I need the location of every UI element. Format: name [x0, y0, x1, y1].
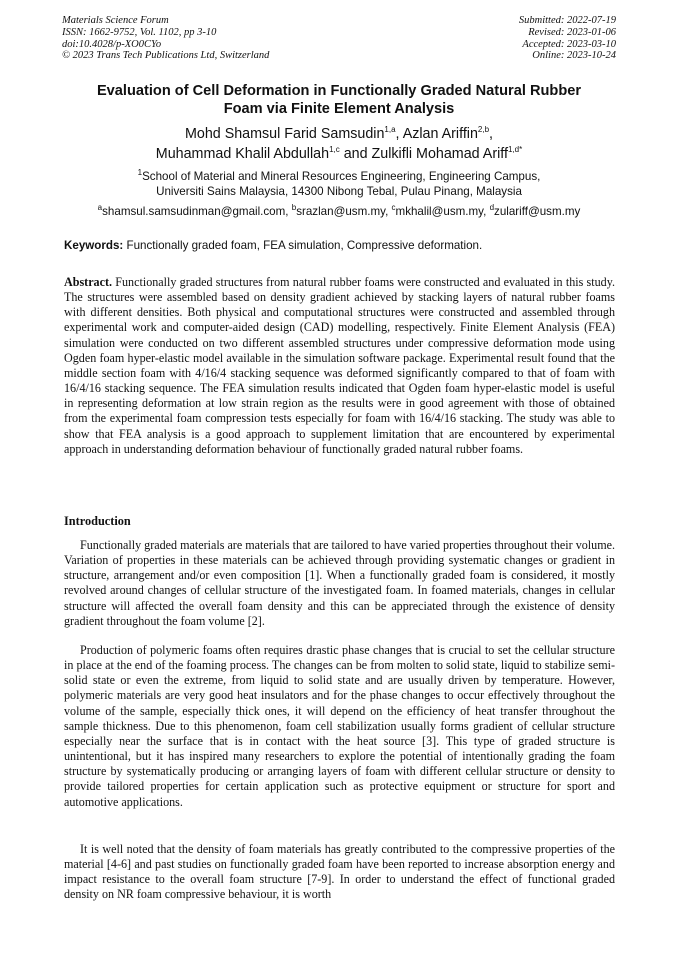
- email-address[interactable]: srazlan@usm.my: [296, 205, 386, 218]
- paper-title: [40, 82, 638, 118]
- author-affil-mark: 1,d*: [507, 145, 523, 155]
- keywords-text: Functionally graded foam, FEA simulation, Compressive deformation.: [126, 239, 483, 252]
- email-address[interactable]: mkhalil@usm.my: [395, 205, 484, 218]
- abstract-text: Functionally graded structures from natural rubber foams were constructed and evaluated in this study. The structures were assembled based on density gradient achieved by stacking layers of natural rubber foams with different densities. Both physical and computational structures were constructed and assembled through experimental work and computer-aided design (CAD) modelling, respectively. Finite Element Analysis (FEA) simulation were conducted on two different assembled structures under compressive deformation mode using Ogden foam hyper-elastic model available in the simulation software package. Experimental result found that the middle section foam with 4/16/4 stacking sequence was deformed significantly compared to that of foam with 16/4/16 stacking sequence. The FEA simulation results indicated that Ogden foam hyper-elastic model is useful in representing deformation at low strain region as the results were in good agreement with those of obtained from the experimental foam compression tests especially for foam with 16/4/16 stacking. The study was able to show that FEA analysis is a good approach to supplement limitation that are encountered by experimental approach in understanding deformation behaviour of functionally graded natural rubber foams.: [64, 275, 615, 456]
- title-line-2: Foam via Finite Element Analysis: [223, 101, 455, 117]
- submitted-date: Submitted: 2022-07-19: [518, 15, 616, 26]
- affil-line-2: Universiti Sains Malaysia, 14300 Nibong Tebal, Pulau Pinang, Malaysia: [156, 185, 522, 198]
- section-heading-introduction: Introduction: [64, 514, 131, 528]
- author-affil-mark: 2,b: [477, 125, 490, 135]
- issn-info: ISSN: 1662-9752, Vol. 1102, pp 3-10: [62, 26, 217, 38]
- affil-line-1: School of Material and Mineral Resources Engineering, Engineering Campus,: [142, 170, 541, 183]
- author-list: Mohd Shamsul Farid Samsudin$^{1,a}$, Azlan Ariffin$^{2,b}$, Muhammad Khalil Abdullah$^{1,c}$ and Zulkifli Mohamad Ariff$^{1,d*}$: [155, 125, 523, 162]
- paragraph: Functionally graded materials are materials that are tailored to have varied properties throughout their volume. Variation of properties in these materials can be achieved through providing systematic changes or gradient in structure, arrangement and/or even composition [1]. When a functionally graded foam is considered, it mostly revolved around changes of cellular structure of the investigated foam. In foamed materials, changes in cellular structure will affected the overall foam density and this can be appreciated through the existence of density gradient throughout the foam volume [2].: [64, 538, 615, 628]
- affil-mark: 1: [137, 168, 143, 178]
- header-left: [62, 15, 269, 62]
- keywords: [64, 238, 616, 253]
- email-address[interactable]: zulariff@usm.my: [494, 205, 581, 218]
- abstract-label: Abstract.: [64, 275, 113, 289]
- journal-name: Materials Science Forum: [62, 15, 169, 26]
- author-affil-mark: 1,c: [329, 145, 340, 155]
- header-right: [519, 15, 616, 62]
- email-mark: d: [489, 203, 495, 213]
- author-affil-mark: 1,a: [384, 125, 396, 135]
- doi: doi:10.4028/p-XO0CYo: [62, 38, 162, 50]
- author-name: Zulkifli Mohamad Ariff: [371, 146, 508, 162]
- copyright: © 2023 Trans Tech Publications Ltd, Switzerland: [62, 50, 270, 62]
- online-date: Online: 2023-10-24: [532, 50, 616, 62]
- keywords-label: Keywords:: [64, 239, 124, 252]
- revised-date: Revised: 2023-01-06: [528, 26, 616, 38]
- email-mark: c: [391, 203, 396, 213]
- author-name: Muhammad Khalil Abdullah: [155, 146, 330, 162]
- paragraph: It is well noted that the density of foam materials has greatly contributed to the compressive properties of the material [4-6] and past studies on functionally graded foam have been reported to increase absorption energy and impact resistance to the overall foam structure [7-9]. In order to understand the effect of functional graded density on NR foam compressive behaviour, it is worth: [64, 842, 615, 902]
- affiliation: [40, 169, 638, 199]
- email-address[interactable]: shamsul.samsudinman@gmail.com: [102, 205, 286, 218]
- email-mark: b: [291, 203, 297, 213]
- paragraph: Production of polymeric foams often requires drastic phase changes that is crucial to set the cellular structure in place at the end of the foaming process. The changes can be from molten to solid state, liquid to stabilize semi-solid state or even the extreme, from liquid to solid state and are usually driven by temperature. However, polymeric materials are very good heat insulators and for the phase changes to occur effectively throughout the volume of the sample, especially thick ones, it will depend on the efficiency of heat transfer throughout the sample thickness. Due to this phenomenon, foam cell stabilization usually forms gradient of cellular structure especially near the surface that is in contact with the heat source [3]. This type of graded structure is unintentional, but it has inspired many researchers to explore the potential of intentionally grading the foam structure by systematically producing or arranging layers of foam with different cellular structure or density to provide tailored properties for certain application such as protective equipment or structure for sport and automotive applications.: [64, 643, 615, 809]
- abstract: [64, 275, 615, 457]
- email-list: $^a$shamsul.samsudinman@gmail.com, $^b$srazlan@usm.my, $^c$mkhalil@usm.my, $^d$zulariff@usm.my: [97, 203, 581, 218]
- accepted-date: Accepted: 2023-03-10: [522, 38, 616, 50]
- title-line-1: Evaluation of Cell Deformation in Functionally Graded Natural Rubber: [96, 83, 582, 99]
- author-name: Azlan Ariffin: [402, 126, 478, 142]
- email-mark: a: [97, 203, 103, 213]
- author-name: Mohd Shamsul Farid Samsudin: [184, 126, 385, 142]
